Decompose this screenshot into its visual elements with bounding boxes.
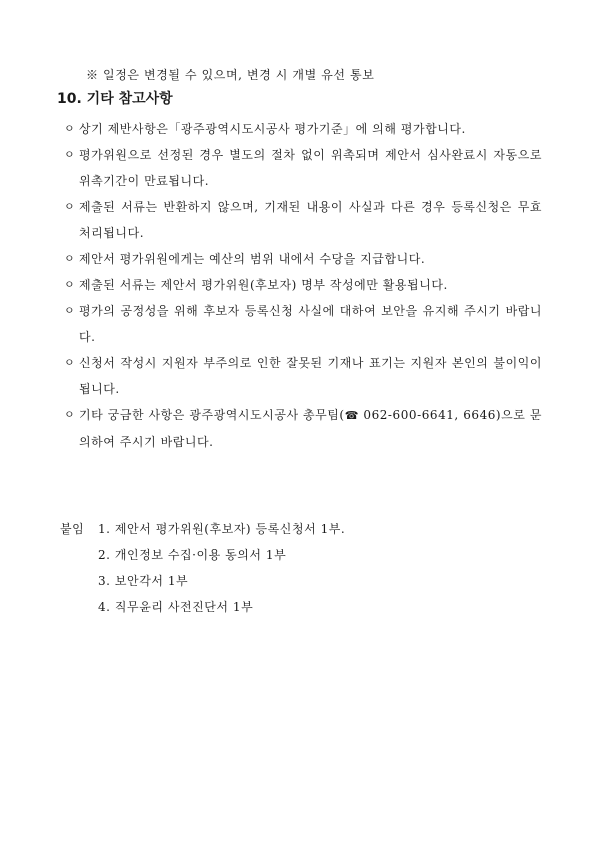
note-text: 평가의 공정성을 위해 후보자 등록신청 사실에 대하여 보안을 유지해 주시기 바랍니다. bbox=[79, 304, 542, 344]
note-text: 제안서 평가위원에게는 예산의 범위 내에서 수당을 지급합니다. bbox=[79, 252, 426, 266]
attachment-item: 2. 개인정보 수집·이용 동의서 1부 bbox=[98, 548, 287, 562]
bullet-icon: ㅇ bbox=[64, 356, 76, 369]
note-item bbox=[64, 272, 542, 298]
section-title: 10. 기타 참고사항 bbox=[57, 91, 173, 107]
note-text: 제출된 서류는 제안서 평가위원(후보자) 명부 작성에만 활용됩니다. bbox=[79, 278, 448, 292]
contact-note-item bbox=[64, 402, 542, 455]
contact-note-suffix: 062-600-6641, 6646)으로 문의하여 주시기 바랍니다. bbox=[79, 408, 542, 449]
bullet-icon: ㅇ bbox=[64, 200, 76, 213]
bullet-icon: ㅇ bbox=[64, 148, 76, 161]
bullet-icon: ㅇ bbox=[64, 408, 76, 421]
note-item bbox=[64, 142, 542, 194]
attachments-label: 붙임 bbox=[60, 522, 85, 536]
note-item bbox=[64, 116, 542, 142]
note-item bbox=[64, 350, 542, 402]
bullet-icon: ㅇ bbox=[64, 122, 76, 135]
note-item bbox=[64, 298, 542, 350]
note-text: 신청서 작성시 지원자 부주의로 인한 잘못된 기재나 표기는 지원자 본인의 불이익이 됩니다. bbox=[79, 356, 542, 396]
note-text: 평가위원으로 선정된 경우 별도의 절차 없이 위촉되며 제안서 심사완료시 자동으로 위촉기간이 만료됩니다. bbox=[79, 148, 542, 188]
bullet-icon: ㅇ bbox=[64, 278, 76, 291]
note-item bbox=[64, 246, 542, 272]
attachments-list bbox=[98, 520, 345, 624]
bullet-icon: ㅇ bbox=[64, 304, 76, 317]
contact-note-prefix: 기타 궁금한 사항은 광주광역시도시공사 총무팀( bbox=[79, 408, 345, 422]
attachment-item: 3. 보안각서 1부 bbox=[98, 574, 189, 588]
bullet-icon: ㅇ bbox=[64, 252, 76, 265]
note-text: 제출된 서류는 반환하지 않으며, 기재된 내용이 사실과 다른 경우 등록신청은 무효 처리됩니다. bbox=[79, 200, 542, 240]
reference-notes-list bbox=[64, 116, 542, 455]
note-item bbox=[64, 194, 542, 246]
telephone-icon: ☎ bbox=[344, 409, 359, 422]
attachment-item: 1. 제안서 평가위원(후보자) 등록신청서 1부. bbox=[98, 522, 346, 536]
note-text: 상기 제반사항은「광주광역시도시공사 평가기준」에 의해 평가합니다. bbox=[79, 122, 466, 136]
schedule-change-note: ※ 일정은 변경될 수 있으며, 변경 시 개별 유선 통보 bbox=[86, 68, 375, 82]
attachment-item: 4. 직무윤리 사전진단서 1부 bbox=[98, 600, 254, 614]
